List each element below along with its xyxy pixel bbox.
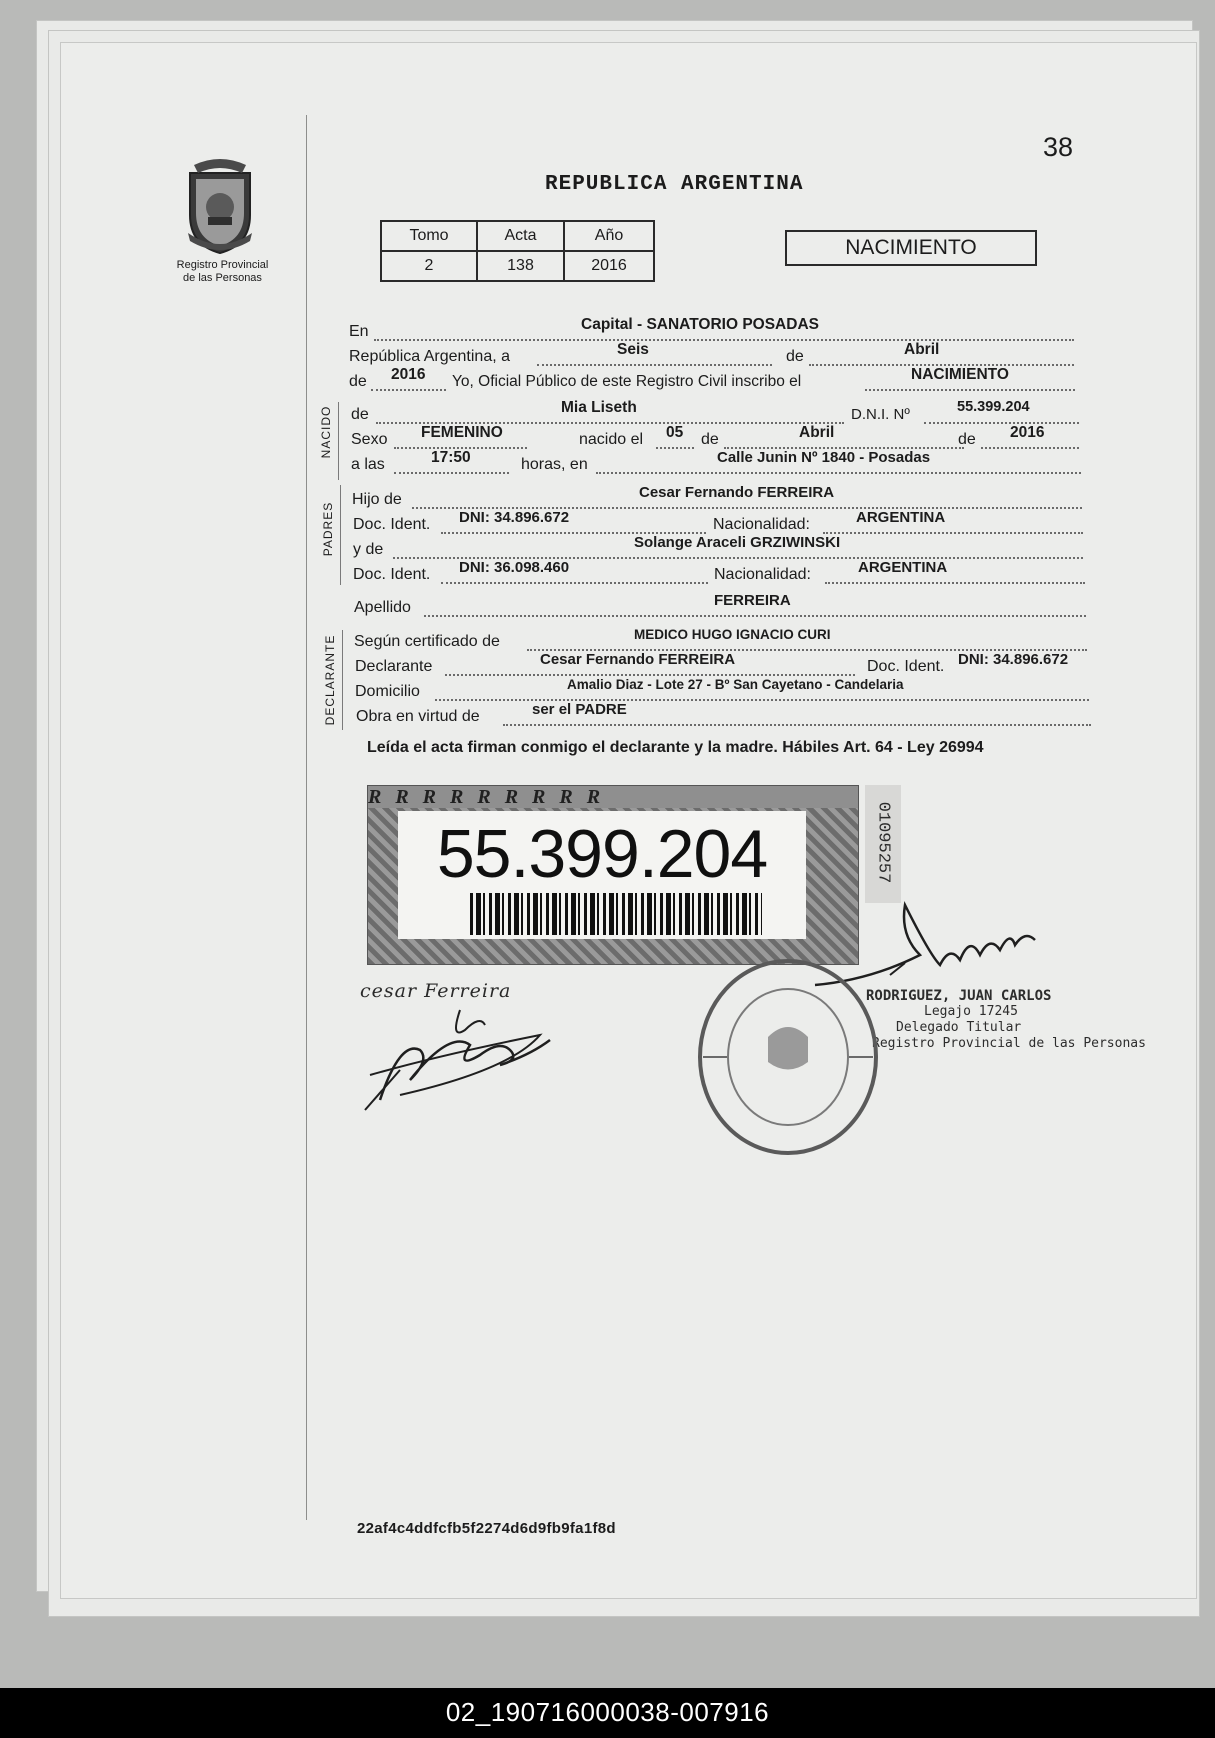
- line-certificate: [354, 627, 1087, 651]
- doc-label: Doc. Ident.: [353, 566, 431, 583]
- place-value: Capital - SANATORIO POSADAS: [581, 316, 819, 333]
- line-father-doc: [353, 509, 1083, 534]
- republica-label: República Argentina, a: [349, 348, 510, 365]
- barcode-icon: [470, 893, 762, 935]
- hora-value: 17:50: [431, 449, 471, 466]
- document-hash: 22af4c4ddfcfb5f2274d6d9fb9fa1f8d: [357, 1520, 616, 1537]
- month-value: Abril: [904, 341, 940, 358]
- day-value: Seis: [617, 341, 649, 358]
- declarant-handwritten-name: cesar Ferreira: [360, 980, 512, 1002]
- registry-logo-caption: [160, 259, 285, 285]
- born-year-value: 2016: [1010, 424, 1045, 441]
- official-name: RODRIGUEZ, JUAN CARLOS: [866, 988, 1052, 1004]
- margin-divider: [306, 115, 307, 1520]
- yde-label: y de: [353, 541, 384, 558]
- sexo-label: Sexo: [351, 431, 388, 448]
- official-legajo: Legajo 17245: [924, 1004, 1018, 1019]
- decl-value: Cesar Fernando FERREIRA: [540, 651, 736, 668]
- line-father: [352, 484, 1082, 509]
- event-value: NACIMIENTO: [911, 366, 1009, 383]
- decl-doc-label: Doc. Ident.: [867, 658, 945, 675]
- horas-label: horas, en: [521, 456, 588, 473]
- official-stamp-text: [866, 988, 1146, 1052]
- decl-label: Declarante: [355, 658, 433, 675]
- line-domicile: [355, 677, 1089, 701]
- logo-caption-line2: de las Personas: [183, 272, 262, 284]
- doc-label: Doc. Ident.: [353, 516, 431, 533]
- registry-table: [380, 220, 655, 282]
- footer-bar: [0, 1688, 1215, 1738]
- born-dni-value: 55.399.204: [957, 399, 1030, 415]
- provincial-coat-of-arms-icon: [180, 155, 260, 255]
- de-label: de: [786, 348, 804, 365]
- surname-value: FERREIRA: [714, 592, 791, 609]
- dni-label: D.N.I. Nº: [851, 406, 910, 423]
- de-label-2: de: [701, 431, 719, 448]
- mother-nac-value: ARGENTINA: [858, 559, 948, 576]
- line-declarant: [355, 651, 1088, 676]
- line-born-name: [351, 399, 1079, 424]
- de-label-3: de: [958, 431, 976, 448]
- sticker-pattern: RRRRRRRRR: [368, 786, 858, 808]
- cert-label: Según certificado de: [354, 633, 500, 650]
- dom-value: Amalio Diaz - Lote 27 - Bº San Cayetano - Candelaria: [567, 677, 904, 692]
- anio-value: 2016: [564, 251, 654, 281]
- obra-label: Obra en virtud de: [356, 708, 480, 725]
- tomo-header: Tomo: [381, 221, 477, 251]
- father-value: Cesar Fernando FERREIRA: [639, 484, 835, 501]
- anio-header: Año: [564, 221, 654, 251]
- line-mother-doc: [353, 559, 1085, 584]
- line-mother: [353, 534, 1083, 559]
- parents-section-label: PADRES: [321, 501, 335, 557]
- line-born-sex: [351, 424, 1079, 449]
- acta-header: Acta: [477, 221, 564, 251]
- mother-doc-value: DNI: 36.098.460: [459, 559, 570, 576]
- line-surname: [354, 592, 1086, 617]
- line-born-time: [351, 449, 1081, 474]
- official-role: Delegado Titular: [896, 1020, 1022, 1035]
- year-value: 2016: [391, 366, 426, 383]
- dom-label: Domicilio: [355, 683, 420, 700]
- line-republica: [349, 341, 1074, 366]
- country-title: REPUBLICA ARGENTINA: [545, 173, 804, 196]
- father-doc-value: DNI: 34.896.672: [459, 509, 570, 526]
- hijo-label: Hijo de: [352, 491, 402, 508]
- sticker-dni-number: 55.399.204: [436, 816, 768, 892]
- page-number: 38: [1043, 132, 1074, 162]
- act-type-box: NACIMIENTO: [785, 230, 1037, 266]
- sticker-serial: 01095257: [873, 801, 893, 884]
- obra-value: ser el PADRE: [532, 701, 627, 718]
- official-office: Registro Provincial de las Personas: [872, 1036, 1146, 1051]
- father-nac-value: ARGENTINA: [856, 509, 946, 526]
- acta-value: 138: [477, 251, 564, 281]
- sexo-value: FEMENINO: [421, 424, 503, 441]
- nac-label: Nacionalidad:: [714, 566, 811, 583]
- file-identifier: 02_190716000038-007916: [445, 1697, 770, 1727]
- registry-seal-icon: [693, 957, 883, 1157]
- nacido-label: nacido el: [579, 431, 644, 448]
- mother-value: Solange Araceli GRZIWINSKI: [634, 534, 841, 551]
- born-day-value: 05: [666, 424, 684, 441]
- born-name-value: Mia Liseth: [561, 399, 637, 416]
- born-month-value: Abril: [799, 424, 835, 441]
- born-section-label: NACIDO: [319, 405, 333, 459]
- logo-caption-line1: Registro Provincial: [176, 259, 269, 271]
- declarant-signature-icon: [360, 1000, 560, 1120]
- parents-section-bracket: [340, 485, 346, 585]
- de-label: de: [351, 406, 369, 423]
- birth-place-value: Calle Junin Nº 1840 - Posadas: [717, 449, 931, 466]
- tomo-value: 2: [381, 251, 477, 281]
- closing-statement: Leída el acta firman conmigo el declarante y la madre. Hábiles Art. 64 - Ley 26994: [367, 739, 984, 756]
- officer-text: Yo, Oficial Público de este Registro Civil inscribo el: [452, 373, 802, 390]
- declarant-section-label: DECLARANTE: [323, 634, 337, 726]
- decl-doc-value: DNI: 34.896.672: [958, 651, 1069, 668]
- de-label: de: [349, 373, 367, 390]
- cert-value: MEDICO HUGO IGNACIO CURI: [634, 627, 831, 642]
- declarant-section-bracket: [342, 630, 348, 730]
- en-label: En: [349, 323, 369, 340]
- dni-sticker: [367, 785, 859, 965]
- surname-label: Apellido: [354, 599, 411, 616]
- nac-label: Nacionalidad:: [713, 516, 810, 533]
- line-officer: [349, 366, 1075, 391]
- born-section-bracket: [338, 402, 344, 480]
- line-en: [349, 316, 1074, 341]
- sticker-white-area: [398, 811, 806, 939]
- line-obra: [356, 701, 1091, 726]
- hora-label: a las: [351, 456, 385, 473]
